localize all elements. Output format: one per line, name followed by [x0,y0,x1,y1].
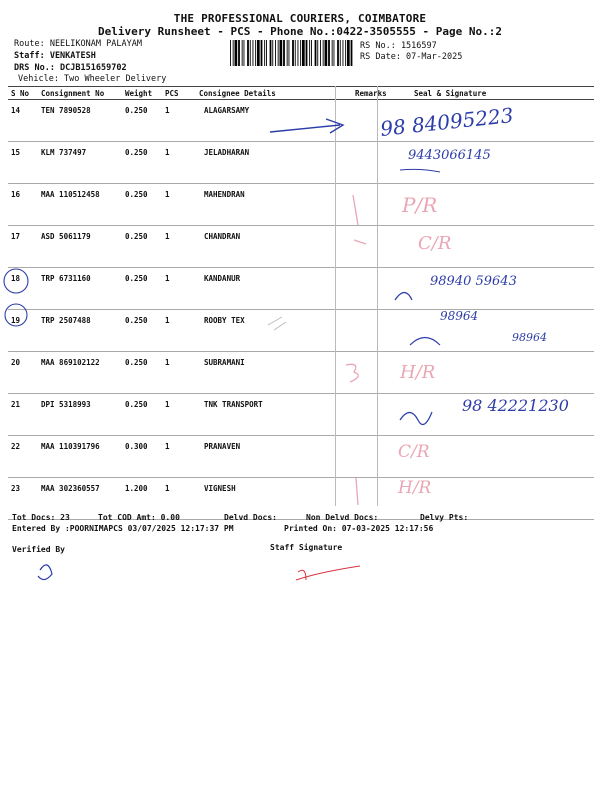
entered-by: Entered By :POORNIMAPCS 03/07/2025 12:17:37 PM [12,524,234,533]
cell-sno: 22 [8,436,38,478]
cell-consignee: ROOBY TEX [196,310,352,352]
total-docs: Tot Docs: 23 [12,513,70,522]
delivery-points: Delvy Pts: [420,513,469,522]
cell-consignment-no: MAA 110512458 [38,184,122,226]
col-sno: S No [8,87,38,100]
cell-consignment-no: TEN 7890528 [38,100,122,142]
cell-pcs: 1 [162,394,196,436]
col-pcs: PCS [162,87,196,100]
cell-sno: 19 [8,310,38,352]
cell-pcs: 1 [162,310,196,352]
staff-signature-label: Staff Signature [270,543,343,552]
remark-row-20: H/R [400,362,436,383]
cell-pcs: 1 [162,184,196,226]
cell-weight: 0.250 [122,268,162,310]
cell-consignee: ALAGARSAMY [196,100,352,142]
cell-weight: 1.200 [122,478,162,520]
verified-by-label: Verified By [12,545,65,554]
runsheet-title: Delivery Runsheet - PCS - Phone No.:0422-3505555 - Page No.:2 [98,25,502,38]
cell-sno: 20 [8,352,38,394]
signature-row-19: 98964 [440,309,479,323]
cell-consignee: VIGNESH [196,478,352,520]
cell-pcs: 1 [162,142,196,184]
cell-consignment-no: TRP 2507488 [38,310,122,352]
signature-row-15: 9443066145 [408,148,491,163]
cell-sno: 17 [8,226,38,268]
col-consignment: Consignment No [38,87,122,100]
cell-weight: 0.250 [122,184,162,226]
cell-weight: 0.250 [122,352,162,394]
cell-weight: 0.250 [122,142,162,184]
col-weight: Weight [122,87,162,100]
route-label: Route: NEELIKONAM PALAYAM [14,39,142,49]
cell-consignment-no: ASD 5061179 [38,226,122,268]
cell-sno: 18 [8,268,38,310]
cell-consignee: JELADHARAN [196,142,352,184]
remark-row-17: C/R [418,233,452,254]
cell-sno: 21 [8,394,38,436]
cell-consignment-no: MAA 869102122 [38,352,122,394]
cell-consignment-no: MAA 110391796 [38,436,122,478]
col-consignee: Consignee Details [196,87,352,100]
cell-weight: 0.250 [122,310,162,352]
cell-weight: 0.250 [122,394,162,436]
cell-weight: 0.250 [122,100,162,142]
rs-number: RS No.: 1516597 [360,41,437,51]
cell-weight: 0.250 [122,226,162,268]
remark-row-22: C/R [398,442,430,462]
cell-consignee: KANDANUR [196,268,352,310]
drs-number: DRS No.: DCJB151659702 [14,63,127,73]
col-seal-signature: Seal & Signature [394,87,594,100]
cell-consignee: TNK TRANSPORT [196,394,352,436]
cell-sno: 16 [8,184,38,226]
delivered-docs: Delvd Docs: [224,513,277,522]
cell-sno: 23 [8,478,38,520]
remark-row-23: H/R [398,478,432,498]
non-delivered-docs: Non Delvd Docs: [306,513,379,522]
cell-weight: 0.300 [122,436,162,478]
cell-consignee: SUBRAMANI [196,352,352,394]
printed-on: Printed On: 07-03-2025 12:17:56 [284,524,434,533]
cell-pcs: 1 [162,268,196,310]
vehicle-label: Vehicle: Two Wheeler Delivery [18,74,167,84]
cell-consignment-no: KLM 737497 [38,142,122,184]
cell-pcs: 1 [162,478,196,520]
cell-consignee: CHANDRAN [196,226,352,268]
remark-row-16: P/R [402,193,438,217]
cell-pcs: 1 [162,436,196,478]
total-cod: Tot COD Amt: 0.00 [98,513,180,522]
col-remarks: Remarks [352,87,394,100]
cell-consignment-no: DPI 5318993 [38,394,122,436]
cell-consignee: MAHENDRAN [196,184,352,226]
signature-row-19b: 98964 [512,331,547,344]
rs-date: RS Date: 07-Mar-2025 [360,52,463,62]
signature-row-21: 98 42221230 [462,396,569,415]
cell-consignment-no: TRP 6731160 [38,268,122,310]
signature-row-18: 98940 59643 [430,274,517,289]
signature-row-14: 98 84095223 [379,103,515,141]
cell-sno: 15 [8,142,38,184]
cell-pcs: 1 [162,352,196,394]
cell-pcs: 1 [162,226,196,268]
cell-pcs: 1 [162,100,196,142]
cell-consignee: PRANAVEN [196,436,352,478]
company-name: THE PROFESSIONAL COURIERS, COIMBATORE [173,12,427,25]
cell-sno: 14 [8,100,38,142]
staff-label: Staff: VENKATESH [14,51,96,61]
cell-consignment-no: MAA 302360557 [38,478,122,520]
